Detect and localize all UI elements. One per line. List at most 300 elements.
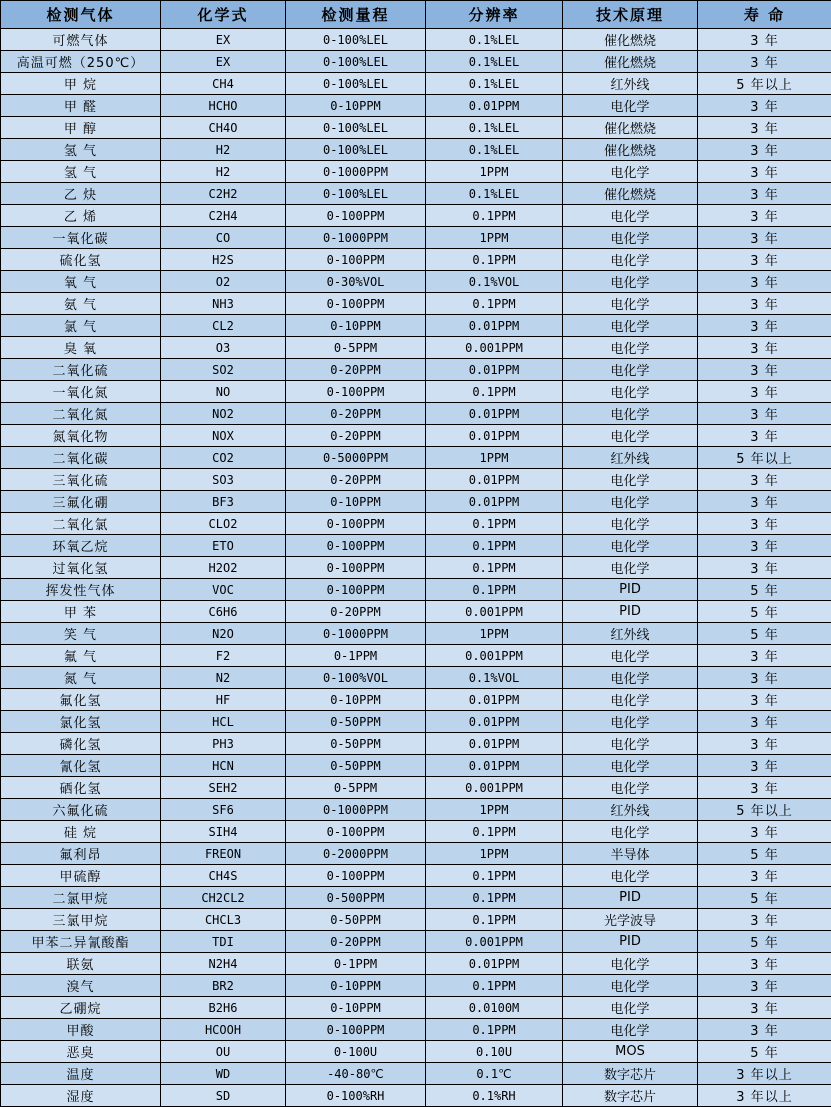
cell-lifespan: 3 年 [698, 403, 831, 425]
cell-technology: 电化学 [563, 293, 698, 315]
table-row [1, 425, 831, 447]
cell-technology: 光学波导 [563, 909, 698, 931]
cell-gas-name: 甲苯二异氰酸酯 [1, 931, 161, 953]
cell-resolution: 0.1PPM [426, 535, 563, 557]
cell-lifespan: 3 年 [698, 997, 831, 1019]
cell-lifespan: 5 年 [698, 623, 831, 645]
table-header [1, 1, 831, 29]
table-row [1, 667, 831, 689]
cell-gas-name: 氢 气 [1, 139, 161, 161]
cell-resolution: 0.1%RH [426, 1085, 563, 1107]
cell-detection-range: 0-50PPM [286, 711, 426, 733]
cell-lifespan: 3 年 [698, 117, 831, 139]
cell-detection-range: 0-100%LEL [286, 29, 426, 51]
cell-chemical-formula: SIH4 [161, 821, 286, 843]
cell-technology: 半导体 [563, 843, 698, 865]
cell-technology: 电化学 [563, 535, 698, 557]
cell-gas-name: 六氟化硫 [1, 799, 161, 821]
table-row [1, 975, 831, 997]
table-row [1, 557, 831, 579]
cell-chemical-formula: N2 [161, 667, 286, 689]
table-row [1, 843, 831, 865]
table-row [1, 799, 831, 821]
cell-resolution: 0.1%VOL [426, 271, 563, 293]
table-row [1, 139, 831, 161]
cell-chemical-formula: SEH2 [161, 777, 286, 799]
cell-resolution: 0.01PPM [426, 711, 563, 733]
cell-gas-name: 氧 气 [1, 271, 161, 293]
cell-detection-range: 0-5PPM [286, 777, 426, 799]
cell-lifespan: 5 年 [698, 1041, 831, 1063]
cell-technology: 电化学 [563, 777, 698, 799]
cell-detection-range: 0-100PPM [286, 1019, 426, 1041]
cell-lifespan: 3 年以上 [698, 1085, 831, 1107]
cell-resolution: 0.01PPM [426, 315, 563, 337]
cell-chemical-formula: NOX [161, 425, 286, 447]
header-detection-range: 检测量程 [286, 1, 426, 29]
cell-detection-range: 0-100%LEL [286, 73, 426, 95]
table-row [1, 777, 831, 799]
cell-chemical-formula: HCL [161, 711, 286, 733]
cell-chemical-formula: HF [161, 689, 286, 711]
cell-chemical-formula: CH4O [161, 117, 286, 139]
table-row [1, 513, 831, 535]
cell-gas-name: 氰化氢 [1, 755, 161, 777]
cell-gas-name: 二氧化氮 [1, 403, 161, 425]
cell-technology: 电化学 [563, 667, 698, 689]
table-row [1, 997, 831, 1019]
cell-gas-name: 氟化氢 [1, 689, 161, 711]
cell-detection-range: 0-5PPM [286, 337, 426, 359]
table-row [1, 909, 831, 931]
cell-technology: 电化学 [563, 513, 698, 535]
cell-detection-range: 0-10PPM [286, 689, 426, 711]
cell-resolution: 0.01PPM [426, 689, 563, 711]
cell-technology: 电化学 [563, 403, 698, 425]
cell-technology: 电化学 [563, 689, 698, 711]
cell-lifespan: 3 年 [698, 645, 831, 667]
table-row [1, 1063, 831, 1085]
cell-technology: 红外线 [563, 73, 698, 95]
cell-lifespan: 3 年 [698, 469, 831, 491]
cell-chemical-formula: B2H6 [161, 997, 286, 1019]
cell-lifespan: 3 年 [698, 161, 831, 183]
cell-chemical-formula: C2H4 [161, 205, 286, 227]
cell-resolution: 0.1PPM [426, 909, 563, 931]
cell-gas-name: 氨 气 [1, 293, 161, 315]
table-header-row [1, 1, 831, 29]
cell-resolution: 0.1PPM [426, 579, 563, 601]
cell-technology: 红外线 [563, 623, 698, 645]
cell-resolution: 0.001PPM [426, 601, 563, 623]
cell-resolution: 0.10U [426, 1041, 563, 1063]
cell-detection-range: 0-100%LEL [286, 183, 426, 205]
cell-lifespan: 5 年以上 [698, 447, 831, 469]
cell-technology: 催化燃烧 [563, 183, 698, 205]
cell-resolution: 0.1PPM [426, 249, 563, 271]
cell-chemical-formula: O3 [161, 337, 286, 359]
cell-detection-range: 0-20PPM [286, 931, 426, 953]
cell-chemical-formula: H2S [161, 249, 286, 271]
table-row [1, 579, 831, 601]
cell-chemical-formula: NH3 [161, 293, 286, 315]
cell-resolution: 0.1℃ [426, 1063, 563, 1085]
cell-chemical-formula: OU [161, 1041, 286, 1063]
cell-detection-range: 0-20PPM [286, 469, 426, 491]
cell-resolution: 0.1PPM [426, 821, 563, 843]
cell-technology: 电化学 [563, 469, 698, 491]
table-body [1, 29, 831, 1107]
table-row [1, 447, 831, 469]
table-row [1, 95, 831, 117]
cell-gas-name: 氟 气 [1, 645, 161, 667]
header-lifespan: 寿 命 [698, 1, 831, 29]
cell-gas-name: 恶臭 [1, 1041, 161, 1063]
cell-detection-range: 0-100%LEL [286, 51, 426, 73]
cell-lifespan: 5 年以上 [698, 799, 831, 821]
table-row [1, 645, 831, 667]
cell-resolution: 0.001PPM [426, 777, 563, 799]
cell-lifespan: 3 年 [698, 865, 831, 887]
cell-technology: 电化学 [563, 711, 698, 733]
cell-chemical-formula: H2O2 [161, 557, 286, 579]
cell-gas-name: 联氨 [1, 953, 161, 975]
cell-detection-range: 0-100PPM [286, 293, 426, 315]
table-row [1, 535, 831, 557]
cell-lifespan: 3 年 [698, 249, 831, 271]
table-row [1, 359, 831, 381]
cell-lifespan: 3 年 [698, 95, 831, 117]
cell-lifespan: 3 年 [698, 227, 831, 249]
cell-resolution: 0.1%LEL [426, 51, 563, 73]
cell-resolution: 0.01PPM [426, 95, 563, 117]
cell-detection-range: 0-2000PPM [286, 843, 426, 865]
cell-resolution: 1PPM [426, 227, 563, 249]
cell-detection-range: 0-1000PPM [286, 623, 426, 645]
cell-technology: 电化学 [563, 271, 698, 293]
cell-detection-range: 0-30%VOL [286, 271, 426, 293]
cell-technology: 红外线 [563, 447, 698, 469]
cell-gas-name: 磷化氢 [1, 733, 161, 755]
cell-gas-name: 乙 烯 [1, 205, 161, 227]
cell-lifespan: 3 年 [698, 953, 831, 975]
table-row [1, 73, 831, 95]
cell-resolution: 0.1PPM [426, 1019, 563, 1041]
cell-gas-name: 氯化氢 [1, 711, 161, 733]
cell-detection-range: 0-20PPM [286, 425, 426, 447]
table-row [1, 183, 831, 205]
cell-resolution: 0.1PPM [426, 381, 563, 403]
cell-gas-name: 三氯甲烷 [1, 909, 161, 931]
cell-detection-range: -40-80℃ [286, 1063, 426, 1085]
cell-gas-name: 甲 醛 [1, 95, 161, 117]
cell-resolution: 0.1PPM [426, 975, 563, 997]
cell-chemical-formula: H2 [161, 161, 286, 183]
table-row [1, 887, 831, 909]
cell-detection-range: 0-1PPM [286, 953, 426, 975]
cell-lifespan: 3 年 [698, 689, 831, 711]
cell-chemical-formula: TDI [161, 931, 286, 953]
cell-gas-name: 温度 [1, 1063, 161, 1085]
cell-technology: 电化学 [563, 95, 698, 117]
table-row [1, 117, 831, 139]
cell-technology: 电化学 [563, 733, 698, 755]
cell-lifespan: 3 年 [698, 777, 831, 799]
cell-gas-name: 一氧化碳 [1, 227, 161, 249]
cell-gas-name: 甲 烷 [1, 73, 161, 95]
table-row [1, 249, 831, 271]
cell-lifespan: 3 年 [698, 381, 831, 403]
cell-detection-range: 0-100PPM [286, 865, 426, 887]
cell-gas-name: 可燃气体 [1, 29, 161, 51]
cell-chemical-formula: HCN [161, 755, 286, 777]
cell-gas-name: 高温可燃（250℃） [1, 51, 161, 73]
cell-technology: 电化学 [563, 997, 698, 1019]
cell-technology: PID [563, 887, 698, 909]
cell-lifespan: 3 年 [698, 425, 831, 447]
cell-gas-name: 二氧化硫 [1, 359, 161, 381]
cell-detection-range: 0-50PPM [286, 909, 426, 931]
cell-chemical-formula: EX [161, 29, 286, 51]
table-row [1, 205, 831, 227]
cell-chemical-formula: SF6 [161, 799, 286, 821]
cell-lifespan: 5 年 [698, 843, 831, 865]
cell-resolution: 0.001PPM [426, 931, 563, 953]
cell-chemical-formula: C2H2 [161, 183, 286, 205]
cell-detection-range: 0-1000PPM [286, 161, 426, 183]
cell-lifespan: 3 年 [698, 909, 831, 931]
table-row [1, 865, 831, 887]
cell-resolution: 1PPM [426, 623, 563, 645]
cell-lifespan: 3 年 [698, 557, 831, 579]
cell-detection-range: 0-100PPM [286, 381, 426, 403]
cell-technology: 电化学 [563, 315, 698, 337]
cell-lifespan: 3 年 [698, 337, 831, 359]
cell-detection-range: 0-10PPM [286, 315, 426, 337]
cell-detection-range: 0-100PPM [286, 821, 426, 843]
table-row [1, 469, 831, 491]
cell-chemical-formula: CHCL3 [161, 909, 286, 931]
table-row [1, 733, 831, 755]
cell-chemical-formula: VOC [161, 579, 286, 601]
cell-chemical-formula: CLO2 [161, 513, 286, 535]
table-row [1, 227, 831, 249]
cell-technology: 数字芯片 [563, 1063, 698, 1085]
cell-technology: 电化学 [563, 821, 698, 843]
cell-resolution: 1PPM [426, 447, 563, 469]
cell-detection-range: 0-100%LEL [286, 117, 426, 139]
cell-lifespan: 3 年 [698, 755, 831, 777]
cell-gas-name: 二氧化碳 [1, 447, 161, 469]
cell-lifespan: 5 年 [698, 931, 831, 953]
cell-lifespan: 5 年以上 [698, 73, 831, 95]
table-row [1, 293, 831, 315]
cell-technology: 催化燃烧 [563, 51, 698, 73]
header-technology: 技术原理 [563, 1, 698, 29]
cell-gas-name: 过氧化氢 [1, 557, 161, 579]
cell-detection-range: 0-10PPM [286, 95, 426, 117]
cell-technology: 电化学 [563, 557, 698, 579]
cell-detection-range: 0-50PPM [286, 733, 426, 755]
cell-resolution: 0.01PPM [426, 733, 563, 755]
cell-technology: 电化学 [563, 425, 698, 447]
cell-detection-range: 0-100PPM [286, 205, 426, 227]
cell-gas-name: 甲 苯 [1, 601, 161, 623]
cell-resolution: 0.01PPM [426, 755, 563, 777]
cell-detection-range: 0-20PPM [286, 359, 426, 381]
cell-resolution: 0.01PPM [426, 359, 563, 381]
cell-technology: 电化学 [563, 359, 698, 381]
cell-lifespan: 3 年 [698, 293, 831, 315]
table-row [1, 337, 831, 359]
cell-chemical-formula: HCHO [161, 95, 286, 117]
cell-gas-name: 溴气 [1, 975, 161, 997]
cell-lifespan: 3 年 [698, 667, 831, 689]
cell-chemical-formula: WD [161, 1063, 286, 1085]
cell-resolution: 0.1%LEL [426, 139, 563, 161]
table-row [1, 51, 831, 73]
cell-detection-range: 0-100%LEL [286, 139, 426, 161]
cell-lifespan: 3 年 [698, 975, 831, 997]
cell-chemical-formula: SD [161, 1085, 286, 1107]
cell-technology: 电化学 [563, 645, 698, 667]
cell-gas-name: 甲 醇 [1, 117, 161, 139]
table-row [1, 1085, 831, 1107]
cell-chemical-formula: H2 [161, 139, 286, 161]
cell-detection-range: 0-20PPM [286, 403, 426, 425]
cell-lifespan: 5 年 [698, 579, 831, 601]
cell-chemical-formula: CH2CL2 [161, 887, 286, 909]
cell-resolution: 0.01PPM [426, 953, 563, 975]
cell-lifespan: 3 年以上 [698, 1063, 831, 1085]
table-row [1, 689, 831, 711]
cell-lifespan: 3 年 [698, 1019, 831, 1041]
cell-chemical-formula: F2 [161, 645, 286, 667]
cell-chemical-formula: O2 [161, 271, 286, 293]
cell-lifespan: 3 年 [698, 733, 831, 755]
cell-detection-range: 0-1000PPM [286, 227, 426, 249]
header-chemical-formula: 化学式 [161, 1, 286, 29]
cell-technology: PID [563, 579, 698, 601]
cell-lifespan: 3 年 [698, 205, 831, 227]
cell-chemical-formula: N2O [161, 623, 286, 645]
cell-gas-name: 硫化氢 [1, 249, 161, 271]
table-row [1, 821, 831, 843]
cell-resolution: 0.1%VOL [426, 667, 563, 689]
cell-gas-name: 二氯甲烷 [1, 887, 161, 909]
cell-detection-range: 0-1PPM [286, 645, 426, 667]
cell-gas-name: 二氧化氯 [1, 513, 161, 535]
cell-chemical-formula: NO2 [161, 403, 286, 425]
cell-gas-name: 挥发性气体 [1, 579, 161, 601]
cell-technology: 红外线 [563, 799, 698, 821]
cell-lifespan: 3 年 [698, 359, 831, 381]
cell-gas-name: 笑 气 [1, 623, 161, 645]
cell-gas-name: 氟利昂 [1, 843, 161, 865]
table-row [1, 1019, 831, 1041]
cell-gas-name: 氮氧化物 [1, 425, 161, 447]
cell-technology: 电化学 [563, 249, 698, 271]
cell-chemical-formula: EX [161, 51, 286, 73]
cell-detection-range: 0-1000PPM [286, 799, 426, 821]
cell-chemical-formula: CH4S [161, 865, 286, 887]
cell-chemical-formula: BR2 [161, 975, 286, 997]
cell-detection-range: 0-100%RH [286, 1085, 426, 1107]
cell-technology: 催化燃烧 [563, 117, 698, 139]
cell-technology: 电化学 [563, 205, 698, 227]
cell-detection-range: 0-100PPM [286, 535, 426, 557]
cell-detection-range: 0-20PPM [286, 601, 426, 623]
cell-chemical-formula: NO [161, 381, 286, 403]
cell-chemical-formula: CO [161, 227, 286, 249]
cell-detection-range: 0-10PPM [286, 491, 426, 513]
cell-detection-range: 0-100%VOL [286, 667, 426, 689]
cell-lifespan: 3 年 [698, 513, 831, 535]
cell-detection-range: 0-50PPM [286, 755, 426, 777]
cell-chemical-formula: SO2 [161, 359, 286, 381]
cell-resolution: 0.1PPM [426, 557, 563, 579]
cell-technology: 电化学 [563, 381, 698, 403]
cell-lifespan: 3 年 [698, 821, 831, 843]
cell-lifespan: 5 年 [698, 887, 831, 909]
cell-gas-name: 甲硫醇 [1, 865, 161, 887]
cell-resolution: 0.001PPM [426, 337, 563, 359]
cell-chemical-formula: CH4 [161, 73, 286, 95]
cell-resolution: 1PPM [426, 843, 563, 865]
cell-chemical-formula: PH3 [161, 733, 286, 755]
cell-resolution: 0.1PPM [426, 865, 563, 887]
cell-technology: 催化燃烧 [563, 29, 698, 51]
cell-chemical-formula: BF3 [161, 491, 286, 513]
table-row [1, 711, 831, 733]
table-row [1, 403, 831, 425]
cell-technology: 电化学 [563, 953, 698, 975]
cell-detection-range: 0-100PPM [286, 557, 426, 579]
cell-chemical-formula: ETO [161, 535, 286, 557]
cell-technology: 电化学 [563, 975, 698, 997]
cell-technology: PID [563, 931, 698, 953]
table-row [1, 271, 831, 293]
cell-gas-name: 臭 氧 [1, 337, 161, 359]
table-row [1, 623, 831, 645]
cell-technology: 数字芯片 [563, 1085, 698, 1107]
cell-gas-name: 甲酸 [1, 1019, 161, 1041]
cell-detection-range: 0-100PPM [286, 579, 426, 601]
cell-resolution: 0.1%LEL [426, 183, 563, 205]
cell-technology: 电化学 [563, 337, 698, 359]
cell-chemical-formula: HCOOH [161, 1019, 286, 1041]
table-row [1, 601, 831, 623]
cell-technology: 电化学 [563, 161, 698, 183]
table-row [1, 931, 831, 953]
cell-resolution: 0.01PPM [426, 425, 563, 447]
cell-resolution: 0.0100M [426, 997, 563, 1019]
cell-detection-range: 0-500PPM [286, 887, 426, 909]
cell-gas-name: 氢 气 [1, 161, 161, 183]
cell-technology: 电化学 [563, 227, 698, 249]
cell-chemical-formula: CL2 [161, 315, 286, 337]
table-row [1, 381, 831, 403]
cell-gas-name: 三氟化硼 [1, 491, 161, 513]
cell-lifespan: 5 年 [698, 601, 831, 623]
cell-gas-name: 环氧乙烷 [1, 535, 161, 557]
cell-resolution: 0.1PPM [426, 293, 563, 315]
cell-resolution: 0.01PPM [426, 403, 563, 425]
cell-resolution: 0.1PPM [426, 513, 563, 535]
cell-detection-range: 0-5000PPM [286, 447, 426, 469]
cell-lifespan: 3 年 [698, 139, 831, 161]
cell-gas-name: 氯 气 [1, 315, 161, 337]
